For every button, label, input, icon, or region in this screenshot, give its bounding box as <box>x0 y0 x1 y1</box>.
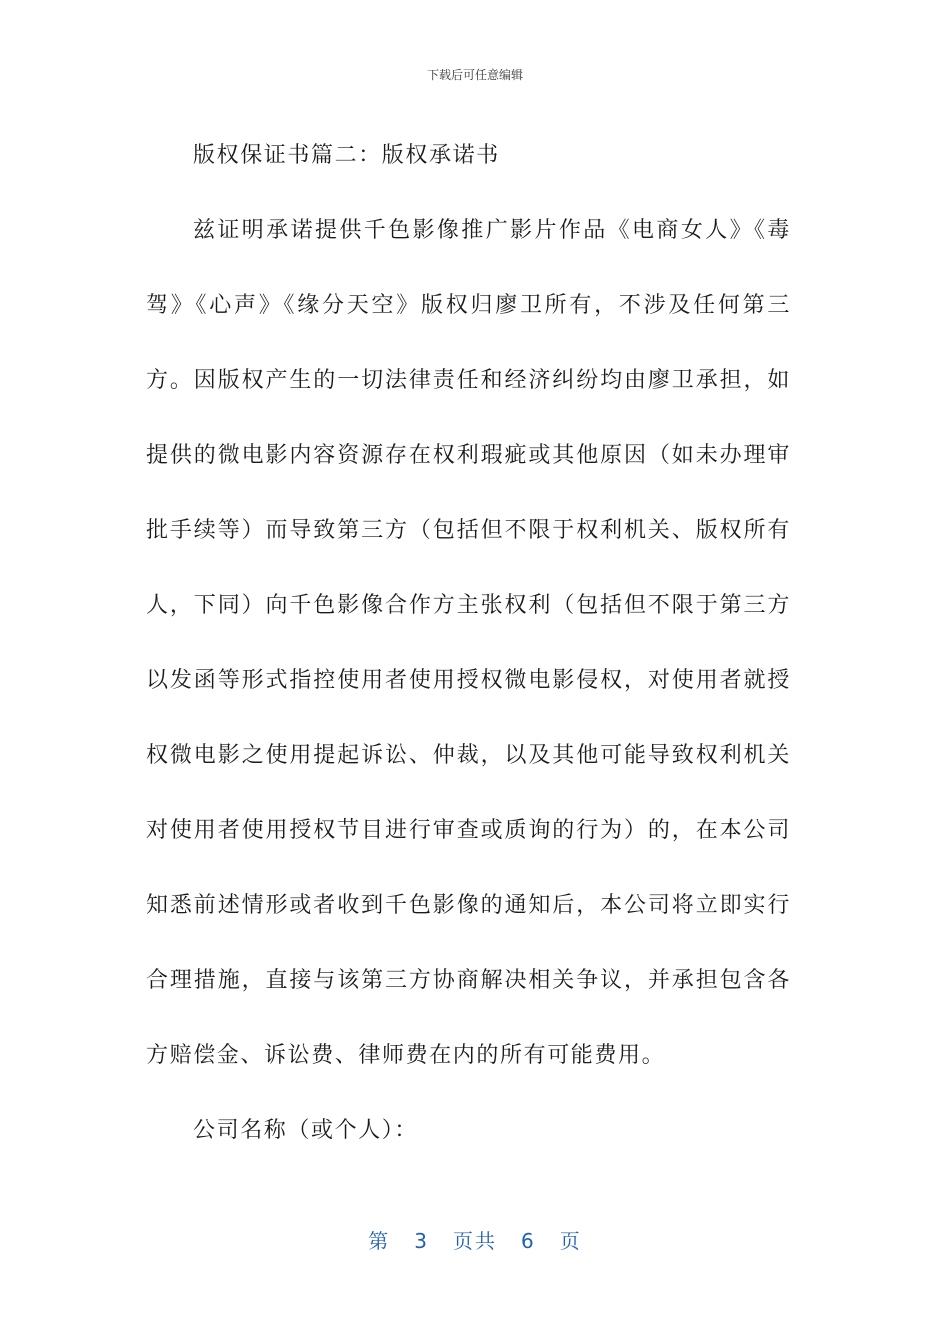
company-name-label: 公司名称（或个人）： <box>193 1118 419 1143</box>
page-header <box>0 66 950 83</box>
footer-middle: 页共 <box>453 1229 497 1253</box>
header-text: 下载后可任意编辑 <box>426 68 523 82</box>
current-page-number: 3 <box>414 1229 429 1253</box>
document-heading: 版权保证书篇二：版权承诺书 <box>193 143 500 168</box>
page-footer <box>0 1225 950 1254</box>
footer-suffix: 页 <box>559 1229 582 1253</box>
commitment-paragraph: 兹证明承诺提供千色影像推广影片作品《电商女人》《毒驾》《心声》《缘分天空》版权归廖卫所有，不涉及任何第三方。因版权产生的一切法律责任和经济纠纷均由廖卫承担，如提供的微电影内容资源存在权利瑕疵或其他原因（如未办理审批手续等）而导致第三方（包括但不限于权利机关、版权所有人，下同）向千色影像合作方主张权利（包括但不限于第三方以发函等形式指控使用者使用授权微电影侵权，对使用者就授权微电影之使用提起诉讼、仲裁，以及其他可能导致权利机关对使用者使用授权节目进行审查或质询的行为）的，在本公司知悉前述情形或者收到千色影像的通知后，本公司将立即实行合理措施，直接与该第三方协商解决相关争议，并承担包含各方赔偿金、诉讼费、律师费在内的所有可能费用。 <box>146 218 791 1068</box>
footer-prefix: 第 <box>368 1229 391 1253</box>
document-body <box>146 118 791 1168</box>
total-page-number: 6 <box>521 1229 536 1253</box>
